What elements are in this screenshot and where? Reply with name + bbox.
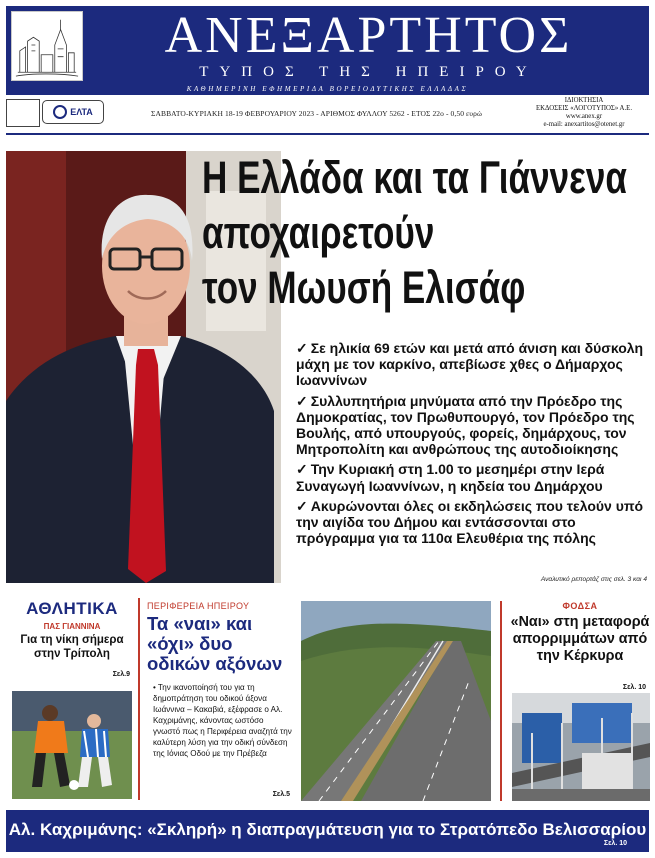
- footer-banner[interactable]: [6, 810, 649, 852]
- waste-section-label: ΦΟΔΣΑ: [562, 601, 598, 611]
- waste-divider: [500, 601, 502, 801]
- check-icon: ✓: [296, 340, 308, 356]
- sports-divider: [138, 598, 140, 800]
- highway-photo: [301, 601, 491, 801]
- owner-website[interactable]: www.anex.gr: [565, 113, 603, 120]
- check-icon: ✓: [296, 497, 308, 514]
- football-match-photo: [12, 691, 132, 799]
- region-summary: • Την ικανοποίησή του για τη δημοπράτηση του οδικού άξονα Ιωάννινα – Κακαβιά, εξέφρασε ο Αλ. Καχριμάνης, κάνοντας ωστόσο γνωστό πως η Περιφέρεια αναζητά την καλύτερη λύση για την οδική σύνδεση της Ιόνιας Οδού με την Πρέβεζα: [153, 683, 292, 758]
- tagline-strip: [6, 84, 649, 95]
- waste-facility-photo: [512, 693, 650, 801]
- sports-team-label: ΠΑΣ ΓΙΑΝΝΙΝΑ: [43, 622, 101, 631]
- region-section-label: ΠΕΡΙΦΕΡΕΙΑ ΗΠΕΙΡΟΥ: [147, 601, 250, 611]
- footer-page-ref: Σελ. 10: [603, 840, 627, 847]
- postage-stamp-icon: [6, 99, 40, 127]
- sports-section-title: ΑΘΛΗΤΙΚΑ: [26, 599, 118, 618]
- lead-headline-line2: αποχαιρετούν: [202, 207, 435, 258]
- region-page-ref: Σελ.5: [272, 791, 290, 798]
- owner-email[interactable]: e-mail: anexartitos@otenet.gr: [543, 121, 625, 128]
- lead-headline-line3: τον Μωυσή Ελισάφ: [202, 262, 526, 313]
- check-icon: ✓: [296, 392, 308, 409]
- elta-postal-badge: [42, 100, 104, 124]
- lead-bullet: ✓ Την Κυριακή στη 1.00 το μεσημέρι στην Ιερά Συναγωγή Ιωαννίνων, η κηδεία του Δημάρχου: [296, 461, 605, 494]
- region-headline: Τα «ναι» και «όχι» δυο οδικών αξόνων: [147, 613, 283, 674]
- region-teaser[interactable]: [147, 601, 292, 801]
- header-divider: [6, 133, 649, 135]
- lead-bullet: ✓ Ακυρώνονται όλες οι εκδηλώσεις που τελούν υπό την αιγίδα του Δήμου και εντάσσονται στο πρόγραμμα για τα 110α Ελευθέρια της πόλης: [296, 497, 644, 547]
- newspaper-subtitle: ΤΥΠΟΣ ΤΗΣ ΗΠΕΙΡΟΥ: [199, 64, 538, 80]
- newspaper-title: ΑΝΕΞΑΡΤΗΤΟΣ: [164, 7, 573, 64]
- lead-bullet-list: [296, 340, 648, 550]
- issue-date-line: ΣΑΒΒΑΤΟ-ΚΥΡΙΑΚΗ 18-19 ΦΕΒΡΟΥΑΡΙΟΥ 2023 - ΑΡΙΘΜΟΣ ΦΥΛΛΟΥ 5262 - ΕΤΟΣ 22ο - 0,50 ευρώ: [151, 109, 483, 118]
- elta-logo-icon: [53, 105, 67, 119]
- lead-page-reference: Αναλυτικό ρεπορτάζ στις σελ. 3 και 4: [540, 576, 647, 583]
- waste-headline: «Ναι» στη μεταφορά απορριμμάτων από την Κέρκυρα: [510, 614, 650, 664]
- elta-label: ΕΛΤΑ: [70, 107, 93, 117]
- issue-info-row: [6, 96, 649, 132]
- owner-heading: ΙΔΙΟΚΤΗΣΙΑ: [564, 97, 604, 104]
- ownership-block: [519, 97, 649, 129]
- newspaper-tagline: ΚΑΘΗΜΕΡΙΝΗ ΕΦΗΜΕΡΙΔΑ ΒΟΡΕΙΟΔΥΤΙΚΗΣ ΕΛΛΑΔΑΣ: [186, 85, 469, 93]
- city-seal-logo: [11, 11, 83, 81]
- waste-teaser[interactable]: [510, 601, 650, 801]
- lead-headline-line1: Η Ελλάδα και τα Γιάννενα: [202, 152, 627, 203]
- footer-headline: Αλ. Καχριμάνης: «Σκληρή» η διαπραγμάτευση για το Στρατόπεδο Βελισσαρίου: [8, 820, 647, 839]
- masthead: [6, 6, 649, 92]
- waste-page-ref: Σελ. 10: [622, 684, 646, 691]
- sports-teaser-text: Για τη νίκη σήμερα στην Τρίπολη: [20, 634, 124, 660]
- check-icon: ✓: [296, 461, 308, 478]
- owner-company: ΕΚΔΟΣΕΙΣ «ΛΟΓΟΤΥΠΟΣ» Α.Ε.: [535, 105, 633, 112]
- sports-page-ref: Σελ.9: [112, 671, 130, 678]
- lead-headline: [202, 150, 627, 315]
- lead-bullet: ✓ Συλλυπητήρια μηνύματα από την Πρόεδρο της Δημοκρατίας, τον Πρωθυπουργό, τον Πρόεδρο της Βουλής, από υπουργούς, φορείς, δημάρχους, τον Μητροπολίτη και ανθρώπους της αυτοδιοίκησης: [296, 392, 635, 458]
- sports-teaser[interactable]: [6, 598, 138, 800]
- lead-bullet: ✓ Σε ηλικία 69 ετών και μετά από άνιση και δύσκολη μάχη με τον καρκίνο, απεβίωσε χθες ο Δήμαρχος Ιωαννίνων: [296, 340, 644, 389]
